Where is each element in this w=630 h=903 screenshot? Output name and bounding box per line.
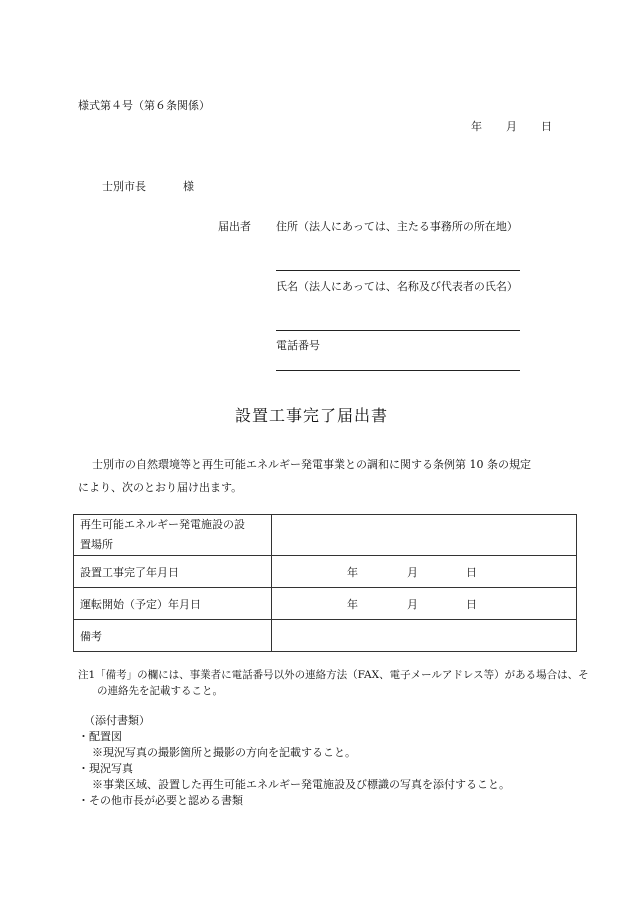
form-number: 様式第４号（第６条関係）: [78, 99, 210, 112]
attachment-item-2: ・現況写真: [78, 762, 133, 775]
date-day-label: 日: [541, 120, 552, 133]
body-line-2: により、次のとおり届け出ます。: [78, 481, 243, 494]
notifier-label: 届出者: [218, 220, 251, 233]
completion-month-label: 月: [407, 565, 418, 579]
document-title: 設置工事完了届出書: [235, 406, 389, 425]
attachment-item-1: ・配置図: [78, 730, 122, 743]
name-underline: [276, 330, 520, 331]
table-value-remarks[interactable]: [272, 620, 577, 652]
phone-label: 電話番号: [276, 339, 320, 352]
completion-day-label: 日: [466, 565, 477, 579]
table-row-remarks: [74, 620, 577, 652]
attachments-heading: （添付書類）: [84, 714, 150, 727]
attachment-item-3: ・その他市長が必要と認める書類: [78, 794, 243, 807]
body-line-1: 士別市の自然環境等と再生可能エネルギー発電事業との調和に関する条例第 10 条の規定: [92, 458, 531, 471]
table-value-operation-date[interactable]: [272, 588, 577, 620]
table-label-operation-date: 運転開始（予定）年月日: [74, 588, 272, 620]
note-line-2: の連絡先を記載すること。: [97, 685, 223, 697]
table-row-location: [74, 515, 577, 556]
table-value-completion-date[interactable]: [272, 556, 577, 588]
notification-table: [73, 514, 577, 652]
table-label-location: [74, 515, 272, 556]
table-row-completion-date: [74, 556, 577, 588]
label-location-line-2: 置場所: [80, 538, 113, 551]
operation-day-label: 日: [466, 597, 477, 611]
addressee-honorific: 様: [183, 180, 194, 193]
completion-year-label: 年: [347, 565, 358, 579]
addressee-title: 士別市長: [102, 180, 146, 193]
operation-year-label: 年: [347, 597, 358, 611]
address-label: 住所（法人にあっては、主たる事務所の所在地）: [276, 220, 518, 233]
note-line-1: 注1「備考」の欄には、事業者に電話番号以外の連絡方法（FAX、電子メールアドレス等）がある場合は、そ: [78, 669, 589, 681]
label-location-line-1: 再生可能エネルギー発電施設の設: [80, 518, 245, 531]
phone-underline: [276, 370, 520, 371]
date-month-label: 月: [506, 120, 517, 133]
date-year-label: 年: [471, 120, 482, 133]
attachment-item-2-note: ※事業区域、設置した再生可能エネルギー発電施設及び標識の写真を添付すること。: [92, 778, 510, 791]
table-label-completion-date: 設置工事完了年月日: [74, 556, 272, 588]
table-label-remarks: 備考: [74, 620, 272, 652]
name-label: 氏名（法人にあっては、名称及び代表者の氏名）: [276, 280, 518, 293]
operation-month-label: 月: [407, 597, 418, 611]
address-underline: [276, 270, 520, 271]
table-value-location[interactable]: [272, 515, 577, 556]
table-row-operation-date: [74, 588, 577, 620]
attachment-item-1-note: ※現況写真の撮影箇所と撮影の方向を記載すること。: [92, 746, 356, 759]
